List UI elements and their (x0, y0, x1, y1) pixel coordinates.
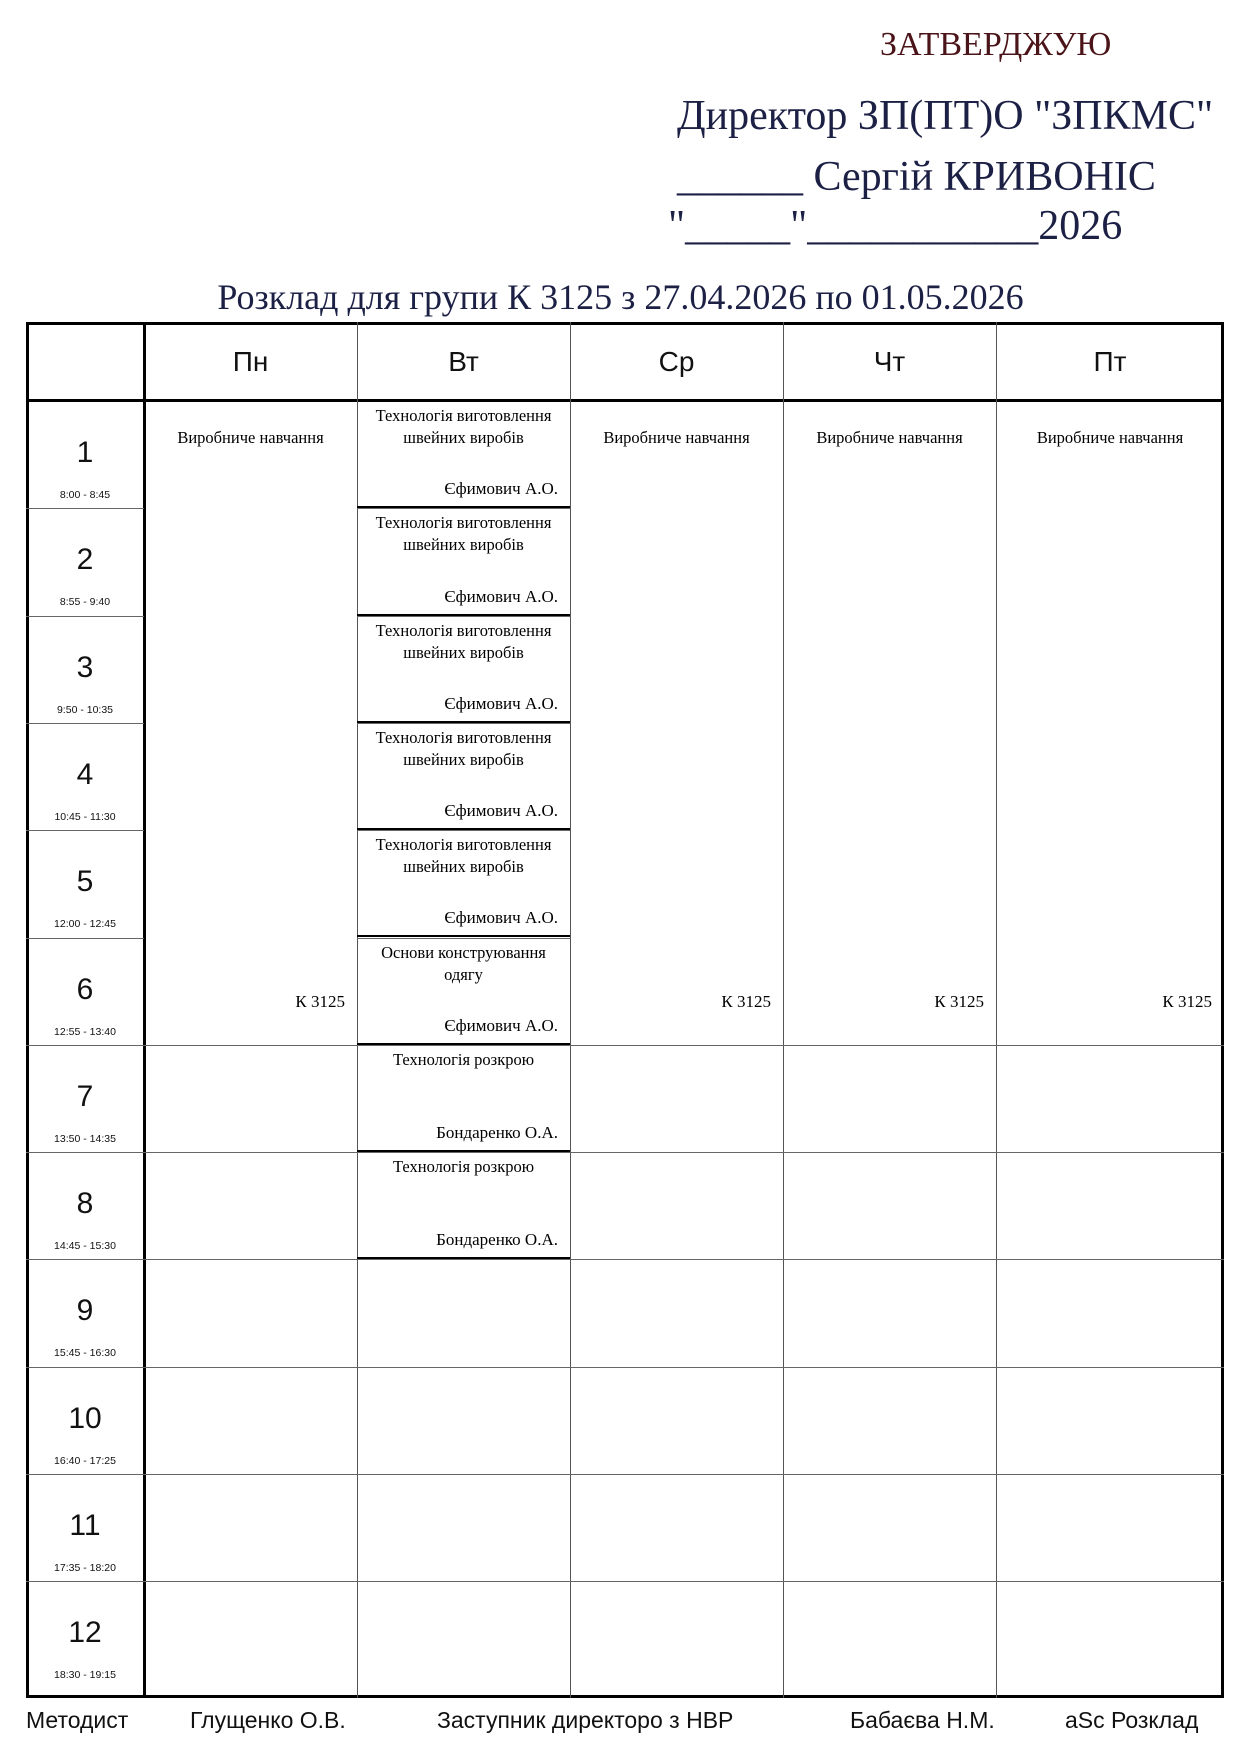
period-number: 11 (69, 1509, 101, 1542)
row-divider (783, 1259, 996, 1260)
period-number: 10 (68, 1401, 102, 1435)
period-number: 1 (76, 436, 94, 469)
lesson-cell (357, 830, 570, 937)
deputy-name: Бабаєва Н.М. (850, 1707, 995, 1733)
lesson-cell (357, 723, 570, 830)
lesson-subject: Технологія розкрою (392, 1157, 535, 1177)
row-divider (26, 1581, 144, 1582)
lesson-subject: Виробниче навчання (1036, 428, 1184, 447)
lesson-subject: Технологія виготовлення швейних виробів (375, 406, 552, 447)
lesson-subject: Виробниче навчання (816, 428, 963, 447)
period-time: 16:40 - 17:25 (54, 1454, 116, 1467)
row-divider (570, 1474, 783, 1475)
lesson-cell (357, 938, 570, 1045)
period-number: 5 (76, 865, 94, 899)
row-divider (26, 1367, 144, 1368)
lesson-teacher: Бондаренко О.А. (436, 1230, 558, 1250)
lesson-subject: Технологія розкрою (392, 1049, 535, 1069)
row-divider (783, 1474, 996, 1475)
table-border-top (26, 322, 1224, 325)
row-divider (357, 1259, 570, 1260)
period-number: 2 (76, 543, 94, 577)
period-time: 14:45 - 15:30 (54, 1240, 116, 1253)
lesson-subject: Технологія виготовлення швейних виробів (375, 727, 552, 769)
period-time: 9:50 - 10:35 (56, 703, 114, 716)
lesson-cell (357, 616, 570, 723)
lesson-cell (783, 401, 996, 1045)
row-divider (996, 1259, 1224, 1260)
lesson-subject: Виробниче навчання (603, 428, 750, 447)
lesson-subject: Основи конструювання одягу (381, 942, 546, 984)
day-header-2: Вт (448, 345, 479, 377)
row-divider (783, 1581, 996, 1582)
period-time: 12:00 - 12:45 (54, 918, 116, 931)
day-header-1: Пн (232, 345, 269, 377)
schedule-table (26, 322, 1224, 1698)
row-divider (26, 830, 144, 831)
lesson-cell (996, 401, 1224, 1045)
period-time: 10:45 - 11:30 (54, 810, 116, 823)
period-time: 17:35 - 18:20 (54, 1562, 116, 1574)
row-divider (996, 1581, 1224, 1582)
row-divider (357, 1367, 570, 1368)
lesson-teacher: Єфимович А.О. (444, 1015, 558, 1035)
methodist-name: Глущенко О.В. (190, 1707, 346, 1733)
lesson-cell (357, 1152, 570, 1259)
day-header-5: Пт (1093, 345, 1127, 377)
row-divider (570, 1045, 783, 1046)
row-divider (570, 1367, 783, 1368)
period-number: 12 (68, 1616, 102, 1650)
row-divider (783, 1152, 996, 1153)
period-time: 8:55 - 9:40 (59, 596, 111, 609)
schedule-title: Розклад для групи К 3125 з 27.04.2026 по 01.05.2026 (217, 277, 1024, 317)
lesson-group: К 3125 (721, 991, 771, 1011)
row-divider (26, 1259, 144, 1260)
row-divider (357, 1581, 570, 1582)
row-divider (26, 508, 144, 509)
table-border-left (26, 322, 29, 1698)
period-number: 3 (76, 650, 94, 684)
row-divider (26, 616, 144, 617)
lesson-subject: Технологія виготовлення швейних виробів (375, 513, 552, 555)
lesson-cell (144, 401, 357, 1045)
day-header-4: Чт (873, 345, 906, 377)
deputy-label: Заступник директоро з НВР (437, 1707, 734, 1733)
lesson-teacher: Єфимович А.О. (444, 801, 558, 821)
lesson-cell (357, 508, 570, 615)
period-time: 12:55 - 13:40 (54, 1025, 116, 1038)
period-number: 6 (76, 972, 94, 1006)
row-divider (144, 1259, 357, 1260)
row-divider (26, 938, 144, 939)
lesson-subject: Технологія виготовлення швейних виробів (375, 835, 552, 877)
row-divider (26, 1474, 144, 1475)
day-header-3: Ср (658, 345, 695, 377)
row-divider (26, 723, 144, 724)
lesson-group: К 3125 (934, 991, 984, 1011)
row-divider (144, 1152, 357, 1153)
row-divider (570, 1152, 783, 1153)
lesson-teacher: Єфимович А.О. (444, 479, 558, 499)
period-number: 4 (76, 757, 94, 791)
period-number: 7 (76, 1079, 94, 1113)
lesson-group: К 3125 (1162, 991, 1212, 1011)
period-time: 8:00 - 8:45 (59, 489, 111, 501)
row-divider (570, 1581, 783, 1582)
period-time: 15:45 - 16:30 (54, 1347, 116, 1360)
row-divider (144, 1045, 357, 1046)
period-time: 18:30 - 19:15 (54, 1669, 116, 1682)
director-title: Директор ЗП(ПТ)О "ЗПКМС" (677, 93, 1214, 139)
lesson-subject: Виробниче навчання (177, 428, 324, 447)
lesson-teacher: Бондаренко О.А. (436, 1123, 558, 1143)
row-divider (26, 1152, 144, 1153)
footer (0, 1707, 1241, 1739)
director-signature-line: ______ Сергій КРИВОНІС (677, 154, 1156, 200)
row-divider (144, 1581, 357, 1582)
period-number: 8 (76, 1187, 94, 1221)
lesson-cell (570, 401, 783, 1045)
row-divider (996, 1367, 1224, 1368)
table-border-bottom (26, 1695, 1224, 1698)
approval-label: ЗАТВЕРДЖУЮ (880, 26, 1112, 63)
methodist-label: Методист (26, 1707, 129, 1733)
row-divider (996, 1045, 1224, 1046)
row-divider (570, 1259, 783, 1260)
lesson-cell (357, 1045, 570, 1152)
lesson-subject: Технологія виготовлення швейних виробів (375, 620, 552, 662)
lesson-teacher: Єфимович А.О. (444, 693, 558, 713)
lesson-group: К 3125 (295, 991, 345, 1011)
lesson-cell (357, 401, 570, 508)
lesson-teacher: Єфимович А.О. (444, 908, 558, 928)
row-divider (783, 1367, 996, 1368)
software-credit: aSc Розклад (1065, 1707, 1199, 1733)
lesson-teacher: Єфимович А.О. (444, 586, 558, 606)
row-divider (144, 1474, 357, 1475)
approval-date-line: "_____"___________2026 (668, 203, 1123, 249)
row-divider (996, 1474, 1224, 1475)
period-number: 9 (76, 1294, 94, 1328)
period-time: 13:50 - 14:35 (54, 1132, 116, 1145)
row-divider (144, 1367, 357, 1368)
row-divider (996, 1152, 1224, 1153)
row-divider (26, 1045, 144, 1046)
row-divider (783, 1045, 996, 1046)
row-divider (357, 1474, 570, 1475)
